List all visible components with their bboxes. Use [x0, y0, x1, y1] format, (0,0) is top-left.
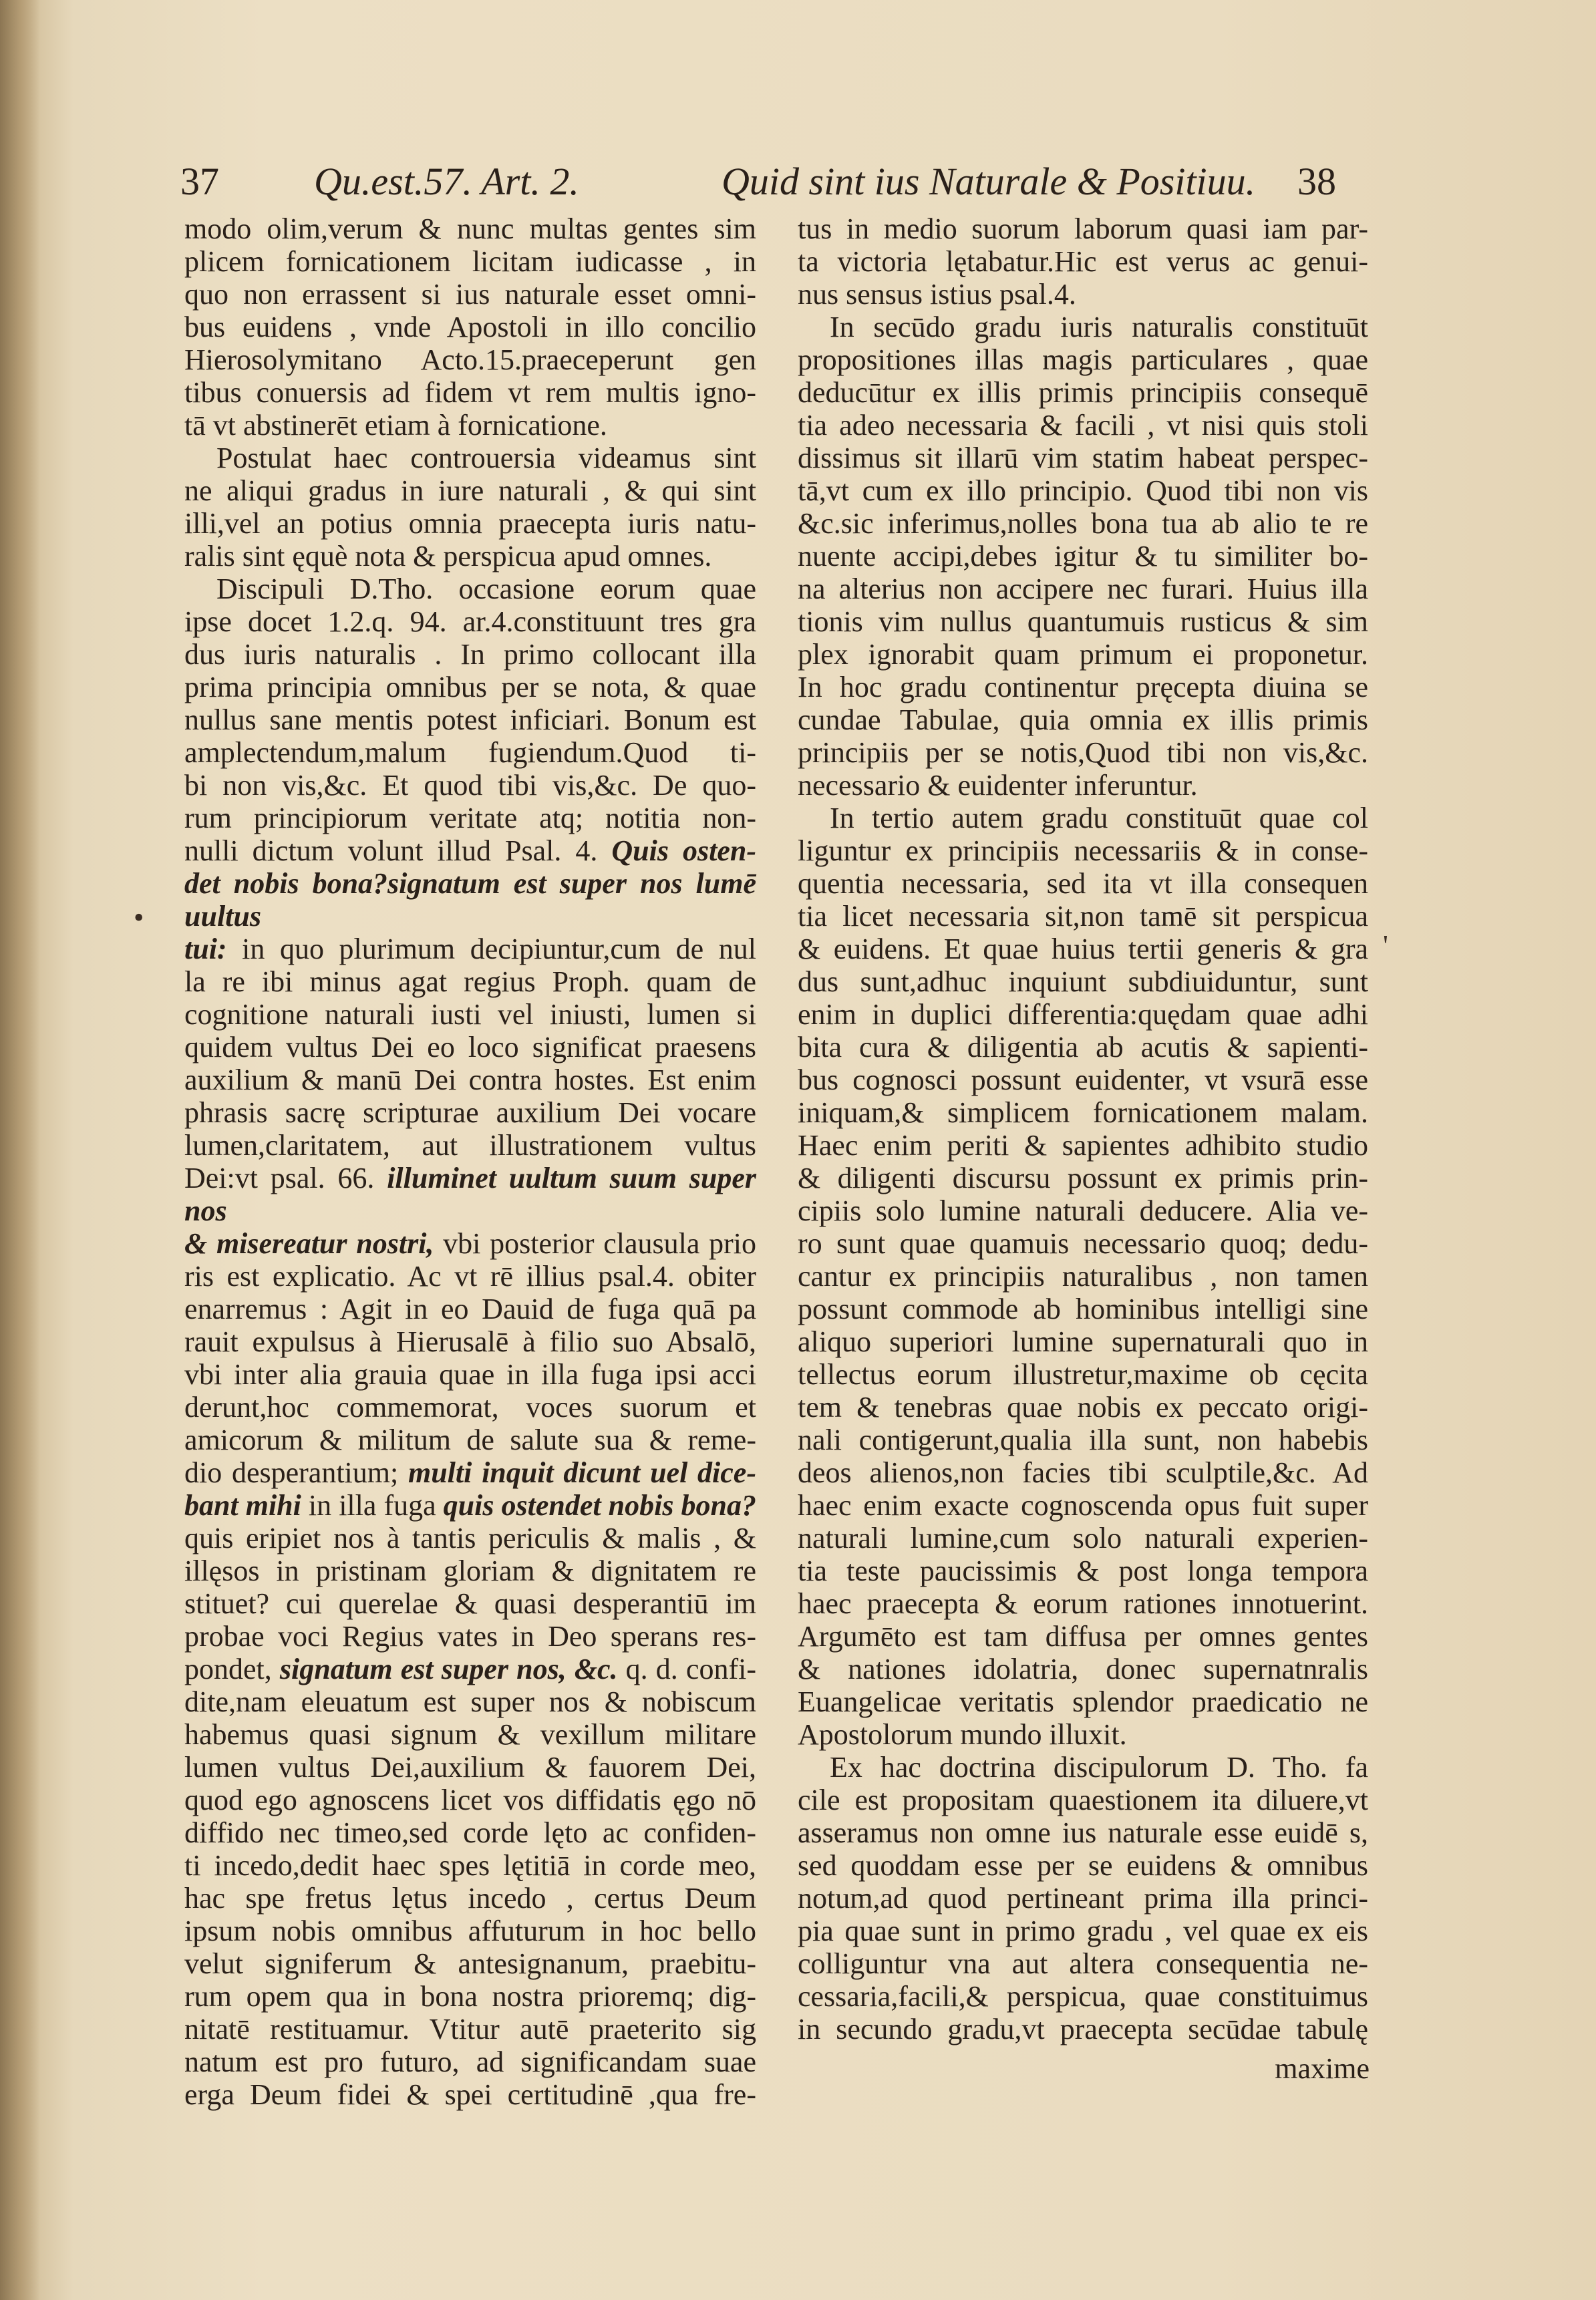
text-segment: phrasis sacrę scripturae auxilium Dei vocare [184, 1096, 756, 1129]
text-segment: tā vt abstinerēt etiam à fornicatione. [184, 409, 607, 442]
text-segment: illęsos in pristinam gloriam & dignitatem re [184, 1554, 756, 1587]
text-segment: Discipuli D.Tho. occasione eorum quae [216, 572, 756, 605]
text-line [184, 474, 756, 507]
text-line [798, 867, 1368, 900]
text-line [798, 540, 1368, 572]
text-segment: In secūdo gradu iuris naturalis constituūt [830, 311, 1368, 343]
text-line [798, 965, 1368, 998]
text-segment: dio desperantium; [184, 1456, 408, 1489]
text-segment: tia licet necessaria sit,non tamē sit perspicua [798, 900, 1368, 933]
text-segment: tia adeo necessaria & facili , vt nisi quis stoli [798, 409, 1368, 442]
text-segment: auxilium & manū Dei contra hostes. Est enim [184, 1063, 756, 1096]
text-line [184, 769, 756, 802]
text-segment: diffido nec timeo,sed corde lęto ac confiden- [184, 1816, 756, 1849]
text-line [798, 311, 1368, 343]
italic-quote: illuminet uultum suum super nos [184, 1162, 756, 1227]
margin-mark: ' [1383, 929, 1388, 962]
text-line [798, 1915, 1368, 1947]
text-segment: tionis vim nullus quantumuis rusticus & sim [798, 605, 1368, 638]
text-line [798, 1358, 1368, 1391]
text-segment: colliguntur vna aut altera consequentia ne- [798, 1947, 1368, 1980]
text-segment: in quo plurimum decipiuntur,cum de nul [226, 933, 756, 965]
italic-quote: bant mihi [184, 1489, 301, 1522]
text-segment: dus sunt,adhuc inquiunt subdiuiduntur, sunt [798, 965, 1368, 998]
text-segment: quo non errassent si ius naturale esset omni- [184, 278, 756, 311]
text-line [184, 1653, 756, 1685]
text-segment: rum opem qua in bona nostra prioremq; dig- [184, 1980, 756, 2013]
text-line [798, 1260, 1368, 1293]
text-line [184, 409, 756, 442]
text-line [184, 1227, 756, 1260]
text-segment: deducūtur ex illis primis principiis consequē [798, 376, 1368, 409]
text-line [798, 933, 1368, 965]
text-segment: amplectendum,malum fugiendum.Quod ti- [184, 736, 756, 769]
text-segment: cile est propositam quaestionem ita diluere,vt [798, 1784, 1368, 1816]
text-segment: tibus conuersis ad fidem vt rem multis igno- [184, 376, 756, 409]
text-segment: tem & tenebras quae nobis ex peccato origi- [798, 1391, 1368, 1424]
text-line [798, 1653, 1368, 1685]
text-line [798, 736, 1368, 769]
italic-quote: quis ostendet nobis bona? [443, 1489, 757, 1522]
text-segment: dus iuris naturalis . In primo collocant illa [184, 638, 756, 671]
text-line [798, 605, 1368, 638]
text-segment: rauit expulsus à Hierusalē à filio suo Absalō, [184, 1325, 756, 1358]
text-line [798, 998, 1368, 1031]
text-line [798, 703, 1368, 736]
text-line [184, 442, 756, 474]
text-segment: vbi inter alia grauia quae in illa fuga ipsi acci [184, 1358, 756, 1391]
text-segment: ipse docet 1.2.q. 94. ar.4.constituunt tres gra [184, 605, 756, 638]
text-segment: notum,ad quod pertineant prima illa princi- [798, 1882, 1368, 1915]
italic-quote: & misereatur nostri, [184, 1227, 434, 1260]
page-number-left: 37 [180, 160, 219, 203]
text-segment: ti incedo,dedit haec spes lętitiā in corde meo, [184, 1849, 756, 1882]
text-line [184, 802, 756, 834]
text-line [798, 1587, 1368, 1620]
text-line [798, 1456, 1368, 1489]
text-line [798, 278, 1368, 311]
text-line [184, 1424, 756, 1456]
text-line [798, 1227, 1368, 1260]
text-segment: propositiones illas magis particulares , quae [798, 343, 1368, 376]
text-segment: erga Deum fidei & spei certitudinē ,qua fre- [184, 2078, 756, 2111]
text-segment: Hierosolymitano Acto.15.praeceperunt gen [184, 343, 756, 376]
text-segment: quentia necessaria, sed ita vt illa consequen [798, 867, 1368, 900]
text-segment: illi,vel an potius omnia praecepta iuris natu- [184, 507, 756, 540]
text-line [184, 1063, 756, 1096]
text-segment: nitatē restituamur. Vtitur autē praeterito sig [184, 2013, 756, 2045]
text-segment: Dei:vt psal. 66. [184, 1162, 387, 1194]
text-segment: Argumēto est tam diffusa per omnes gentes [798, 1620, 1368, 1653]
text-line [184, 1293, 756, 1325]
text-line [184, 1718, 756, 1751]
catchword: maxime [1275, 2052, 1370, 2085]
text-segment: asseramus non omne ius naturale esse euidē s, [798, 1816, 1368, 1849]
text-segment: stituet? cui querelae & quasi desperantiū im [184, 1587, 756, 1620]
text-segment: lumen,claritatem, aut illustrationem vultus [184, 1129, 756, 1162]
text-line [798, 507, 1368, 540]
italic-quote: det nobis bona?signatum est super nos lumē uultus [184, 867, 756, 933]
text-segment: enim in duplici differentia:quędam quae adhi [798, 998, 1368, 1031]
text-line [184, 343, 756, 376]
text-line [184, 376, 756, 409]
text-line [184, 834, 756, 867]
text-line [184, 2045, 756, 2078]
text-segment: modo olim,verum & nunc multas gentes sim [184, 212, 756, 245]
text-segment: probae voci Regius vates in Deo sperans res- [184, 1620, 756, 1653]
text-line [184, 245, 756, 278]
text-segment: possunt commode ab hominibus intelligi sine [798, 1293, 1368, 1325]
text-segment: nali contigerunt,qualia illa sunt, non habebis [798, 1424, 1368, 1456]
text-segment: pia quae sunt in primo gradu , vel quae ex eis [798, 1915, 1368, 1947]
text-line [184, 1915, 756, 1947]
text-line [798, 1031, 1368, 1063]
text-segment: tia teste paucissimis & post longa tempora [798, 1554, 1368, 1587]
text-segment: ralis sint ęquè nota & perspicua apud omnes. [184, 540, 712, 572]
text-line [798, 572, 1368, 605]
text-segment: principiis per se notis,Quod tibi non vis,&c. [798, 736, 1368, 769]
text-line [184, 1358, 756, 1391]
text-line [184, 1096, 756, 1129]
text-line [184, 278, 756, 311]
text-line [798, 1391, 1368, 1424]
text-segment: aliquo superiori lumine supernaturali quo in [798, 1325, 1368, 1358]
text-segment: rum principiorum veritate atq; notitia non- [184, 802, 756, 834]
text-line [184, 1816, 756, 1849]
text-segment: naturali lumine,cum solo naturali experien- [798, 1522, 1368, 1554]
text-segment: nulli dictum volunt illud Psal. 4. [184, 834, 612, 867]
text-segment: In tertio autem gradu constituūt quae col [830, 802, 1368, 834]
text-line [798, 2013, 1368, 2045]
text-line [798, 343, 1368, 376]
text-segment: cundae Tabulae, quia omnia ex illis primis [798, 703, 1368, 736]
text-line [184, 933, 756, 965]
text-segment: in secundo gradu,vt praecepta secūdae tabulę [798, 2013, 1368, 2045]
text-line [184, 1554, 756, 1587]
text-segment: ris est explicatio. Ac vt rē illius psal.4. obiter [184, 1260, 756, 1293]
text-line [798, 769, 1368, 802]
text-segment: cipiis solo lumine naturali deducere. Alia ve- [798, 1194, 1368, 1227]
text-segment: cantur ex principiis naturalibus , non tamen [798, 1260, 1368, 1293]
page-gutter-shadow [0, 0, 40, 2300]
text-segment: Apostolorum mundo illuxit. [798, 1718, 1127, 1751]
text-line [798, 1980, 1368, 2013]
text-segment: & nationes idolatria, donec supernatnralis [798, 1653, 1368, 1685]
text-segment: plicem fornicationem licitam iudicasse , in [184, 245, 756, 278]
text-segment: cessaria,facili,& perspicua, quae constituimus [798, 1980, 1368, 2013]
text-segment: amicorum & militum de salute sua & reme- [184, 1424, 756, 1456]
text-segment: & euidens. Et quae huius tertii generis & gra [798, 933, 1368, 965]
text-segment: ro sunt quae quamuis necessario quoq; dedu- [798, 1227, 1368, 1260]
text-line [184, 605, 756, 638]
text-line [798, 409, 1368, 442]
text-segment: nuente accipi,debes igitur & tu similiter bo- [798, 540, 1368, 572]
text-segment: velut signiferum & antesignanum, praebitu- [184, 1947, 756, 1980]
text-line [184, 1980, 756, 2013]
text-line [184, 1620, 756, 1653]
text-segment: sed quoddam esse per se euidens & omnibus [798, 1849, 1368, 1882]
text-segment: na alterius non accipere nec furari. Huius illa [798, 572, 1368, 605]
text-line [798, 671, 1368, 703]
text-segment: nus sensus istius psal.4. [798, 278, 1076, 311]
text-line [184, 1456, 756, 1489]
text-line [184, 572, 756, 605]
text-segment: Postulat haec controuersia videamus sint [216, 442, 756, 474]
text-line [798, 1063, 1368, 1096]
text-segment: prima principia omnibus per se nota, & quae [184, 671, 756, 703]
text-segment: pondet, [184, 1653, 280, 1685]
text-segment: enarremus : Agit in eo Dauid de fuga quā pa [184, 1293, 756, 1325]
text-line [798, 1522, 1368, 1554]
text-line [184, 212, 756, 245]
running-title-right: Quid sint ius Naturale & Positiuu. [722, 160, 1256, 203]
text-line [798, 834, 1368, 867]
text-line [798, 802, 1368, 834]
text-line [184, 1685, 756, 1718]
text-line [184, 507, 756, 540]
text-line [184, 867, 756, 933]
text-line [184, 671, 756, 703]
text-line [798, 1129, 1368, 1162]
text-segment: natum est pro futuro, ad significandam suae [184, 2045, 756, 2078]
text-segment: liguntur ex principiis necessariis & in conse- [798, 834, 1368, 867]
text-segment: in illa fuga [301, 1489, 444, 1522]
text-line [184, 1260, 756, 1293]
text-segment: vbi posterior clausula prio [434, 1227, 756, 1260]
text-segment: Euangelicae veritatis splendor praedicatio ne [798, 1685, 1368, 1718]
text-line [184, 1391, 756, 1424]
text-segment: haec enim exacte cognoscenda opus fuit super [798, 1489, 1368, 1522]
text-line [798, 1096, 1368, 1129]
margin-mark: • [134, 901, 144, 934]
text-column-right [798, 212, 1368, 2045]
text-line [798, 1620, 1368, 1653]
italic-quote: signatum est super nos, &c. [279, 1653, 618, 1685]
text-segment: In hoc gradu continentur pręcepta diuina se [798, 671, 1368, 703]
text-segment: nullus sane mentis potest inficiari. Bonum est [184, 703, 756, 736]
text-line [798, 1489, 1368, 1522]
text-line [184, 998, 756, 1031]
text-segment: ipsum nobis omnibus affuturum in hoc bello [184, 1915, 756, 1947]
text-segment: bus euidens , vnde Apostoli in illo concilio [184, 311, 756, 343]
text-line [798, 1685, 1368, 1718]
text-segment: haec praecepta & eorum rationes innotuerint. [798, 1587, 1368, 1620]
text-line [184, 540, 756, 572]
text-segment: ne aliqui gradus in iure naturali , & qui sint [184, 474, 756, 507]
text-line [798, 1751, 1368, 1784]
running-title-left: Qu.est.57. Art. 2. [314, 160, 579, 203]
text-segment: q. d. confi- [617, 1653, 756, 1685]
text-segment: necessario & euidenter inferuntur. [798, 769, 1198, 802]
text-segment: bita cura & diligentia ab acutis & sapienti- [798, 1031, 1368, 1063]
text-line [184, 638, 756, 671]
text-line [798, 1554, 1368, 1587]
text-segment: plex ignorabit quam primum ei proponetur. [798, 638, 1368, 671]
text-segment: la re ibi minus agat regius Proph. quam de [184, 965, 756, 998]
text-line [798, 1424, 1368, 1456]
text-segment: tus in medio suorum laborum quasi iam par- [798, 212, 1368, 245]
text-line [184, 1489, 756, 1522]
text-line [798, 1325, 1368, 1358]
text-segment: &c.sic inferimus,nolles bona tua ab alio te re [798, 507, 1368, 540]
text-segment: & diligenti discursu possunt ex primis prin- [798, 1162, 1368, 1194]
text-segment: dite,nam eleuatum est super nos & nobiscum [184, 1685, 756, 1718]
text-line [184, 1587, 756, 1620]
text-line [798, 442, 1368, 474]
text-line [184, 1522, 756, 1554]
text-line [798, 638, 1368, 671]
text-line [184, 1947, 756, 1980]
text-line [798, 212, 1368, 245]
text-line [798, 1293, 1368, 1325]
text-line [798, 376, 1368, 409]
text-line [798, 1816, 1368, 1849]
italic-quote: multi inquit dicunt uel dice- [408, 1456, 756, 1489]
text-segment: quod ego agnoscens licet vos diffidatis ęgo nō [184, 1784, 756, 1816]
text-segment: derunt,hoc commemorat, voces suorum et [184, 1391, 756, 1424]
text-line [184, 736, 756, 769]
text-segment: deos alienos,non facies tibi sculptile,&c. Ad [798, 1456, 1368, 1489]
text-segment: Ex hac doctrina discipulorum D. Tho. fa [830, 1751, 1368, 1784]
page-number-right: 38 [1297, 160, 1336, 203]
text-segment: tellectus eorum illustretur,maxime ob cęcita [798, 1358, 1368, 1391]
text-line [184, 703, 756, 736]
text-line [184, 1031, 756, 1063]
text-segment: cognitione naturali iusti vel iniusti, lumen si [184, 998, 756, 1031]
text-segment: lumen vultus Dei,auxilium & fauorem Dei, [184, 1751, 756, 1784]
text-line [798, 1849, 1368, 1882]
text-line [184, 2078, 756, 2111]
text-line [184, 1162, 756, 1227]
text-segment: quis eripiet nos à tantis periculis & malis , & [184, 1522, 756, 1554]
text-line [798, 900, 1368, 933]
text-segment: hac spe fretus lętus incedo , certus Deum [184, 1882, 756, 1915]
text-line [184, 2013, 756, 2045]
text-line [798, 1947, 1368, 1980]
text-segment: dissimus sit illarū vim statim habeat perspec- [798, 442, 1368, 474]
text-segment: iniquam,& simplicem fornicationem malam. [798, 1096, 1368, 1129]
text-line [184, 1784, 756, 1816]
text-line [184, 1325, 756, 1358]
text-line [184, 1129, 756, 1162]
italic-quote: tui: [184, 933, 227, 965]
text-line [798, 1882, 1368, 1915]
text-line [798, 245, 1368, 278]
text-segment: bi non vis,&c. Et quod tibi vis,&c. De quo- [184, 769, 756, 802]
text-line [184, 965, 756, 998]
text-line [798, 1718, 1368, 1751]
text-segment: habemus quasi signum & vexillum militare [184, 1718, 756, 1751]
text-line [798, 1194, 1368, 1227]
running-header [180, 155, 1336, 208]
italic-quote: Quis osten- [611, 834, 756, 867]
text-segment: ta victoria lętabatur.Hic est verus ac genui- [798, 245, 1368, 278]
text-line [184, 1882, 756, 1915]
text-line [798, 1784, 1368, 1816]
text-line [184, 311, 756, 343]
text-segment: tā,vt cum ex illo principio. Quod tibi non vis [798, 474, 1368, 507]
text-line [798, 1162, 1368, 1194]
text-line [184, 1751, 756, 1784]
text-segment: bus cognosci possunt euidenter, vt vsurā esse [798, 1063, 1368, 1096]
text-column-left [184, 212, 756, 2111]
text-segment: quidem vultus Dei eo loco significat praesens [184, 1031, 756, 1063]
text-segment: Haec enim periti & sapientes adhibito studio [798, 1129, 1368, 1162]
text-line [798, 474, 1368, 507]
text-line [184, 1849, 756, 1882]
